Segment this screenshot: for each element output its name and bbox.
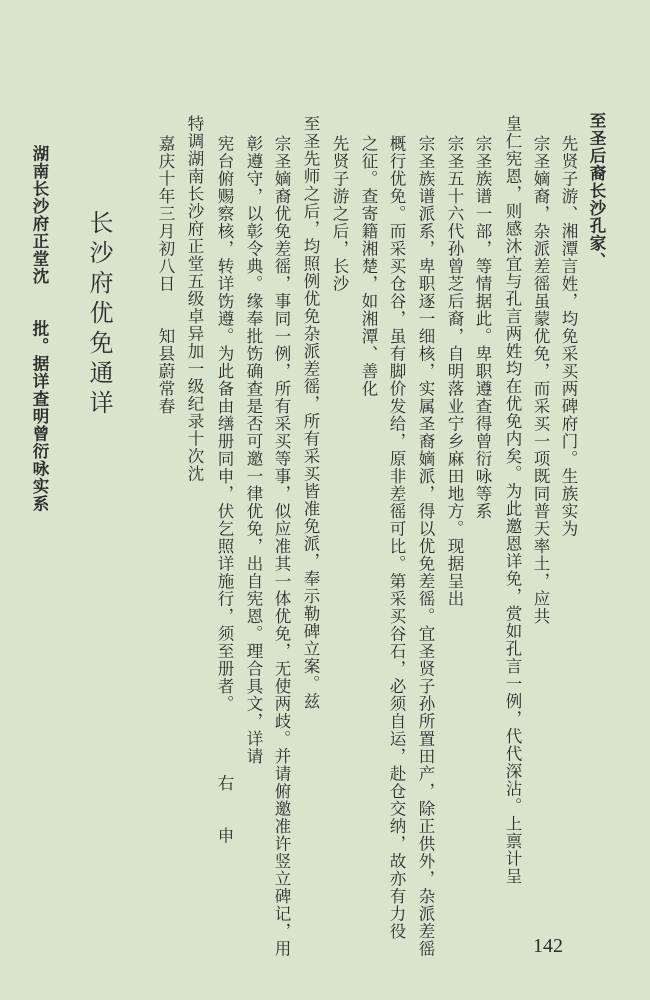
text-column-9: 之征。查寄籍湘楚，如湘潭、善化 <box>359 135 378 398</box>
page-number: 142 <box>533 935 563 957</box>
text-column-5: 宗圣族谱一部，等情据此。卑职遵查得曾衍咏等系 <box>473 135 492 520</box>
text-column-2: 先贤子游、湘潭言姓，均免采买两碑府门。生族实为 <box>559 135 578 538</box>
text-column-8: 概行优免。而采买仓谷，虽有脚价发给，原非差徭可比。第采买谷石，必须自运，赴仓交纳，故亦有力役 <box>387 135 406 940</box>
text-column-6: 宗圣五十六代孙曾芝后裔，自明落业宁乡麻田地方。现据呈出 <box>445 135 464 608</box>
text-column-16: 嘉庆十年三月初八日 知县蔚常春 <box>156 135 175 415</box>
section-title: 长沙府优免通详 <box>85 210 113 420</box>
text-column-7: 宗圣族谱派系，卑职逐一细核，实属圣裔嫡派，得以优免差徭。宜圣贤子孙所置田产，除正供外，杂派差徭 <box>416 135 435 958</box>
text-column-18: 湖南长沙府正堂沈 批。据详查明曾衍咏实系 <box>30 145 49 513</box>
text-column-15: 特调湖南长沙府正堂五级卓异加一级纪录十次沈 <box>185 115 204 483</box>
text-column-11: 至圣先师之后，均照例优免杂派差徭，所有采买皆准免派，奉示勒碑立案。兹 <box>301 115 320 710</box>
text-column-1: 至圣后裔长沙孔家、 <box>587 112 606 270</box>
text-column-13: 彰遵守，以彰令典。缘奉批饬确查是否可邀一律优免，出自宪恩。理合具文，详请 <box>244 135 263 765</box>
text-column-12: 宗圣嫡裔优免差徭，事同一例，所有采买等事，似应准其一体优免，无使两歧。并请俯邀准许竖立碑记，用 <box>272 135 291 958</box>
text-column-3: 宗圣嫡裔，杂派差徭虽蒙优免，而采买一项既同普天率土，应共 <box>531 135 550 625</box>
text-column-10: 先贤子游之后，长沙 <box>330 135 349 293</box>
text-column-4: 皇仁宪恩，则感沐宜与孔言两姓均在优免内矣。为此邀恩详免，赏如孔言一例，代代深沾。上禀计呈 <box>503 115 522 885</box>
text-column-14: 宪台俯赐察核，转详饬遵。为此备由缮册同申，伏乞照详施行，须至册者。 右 申 <box>215 135 234 845</box>
